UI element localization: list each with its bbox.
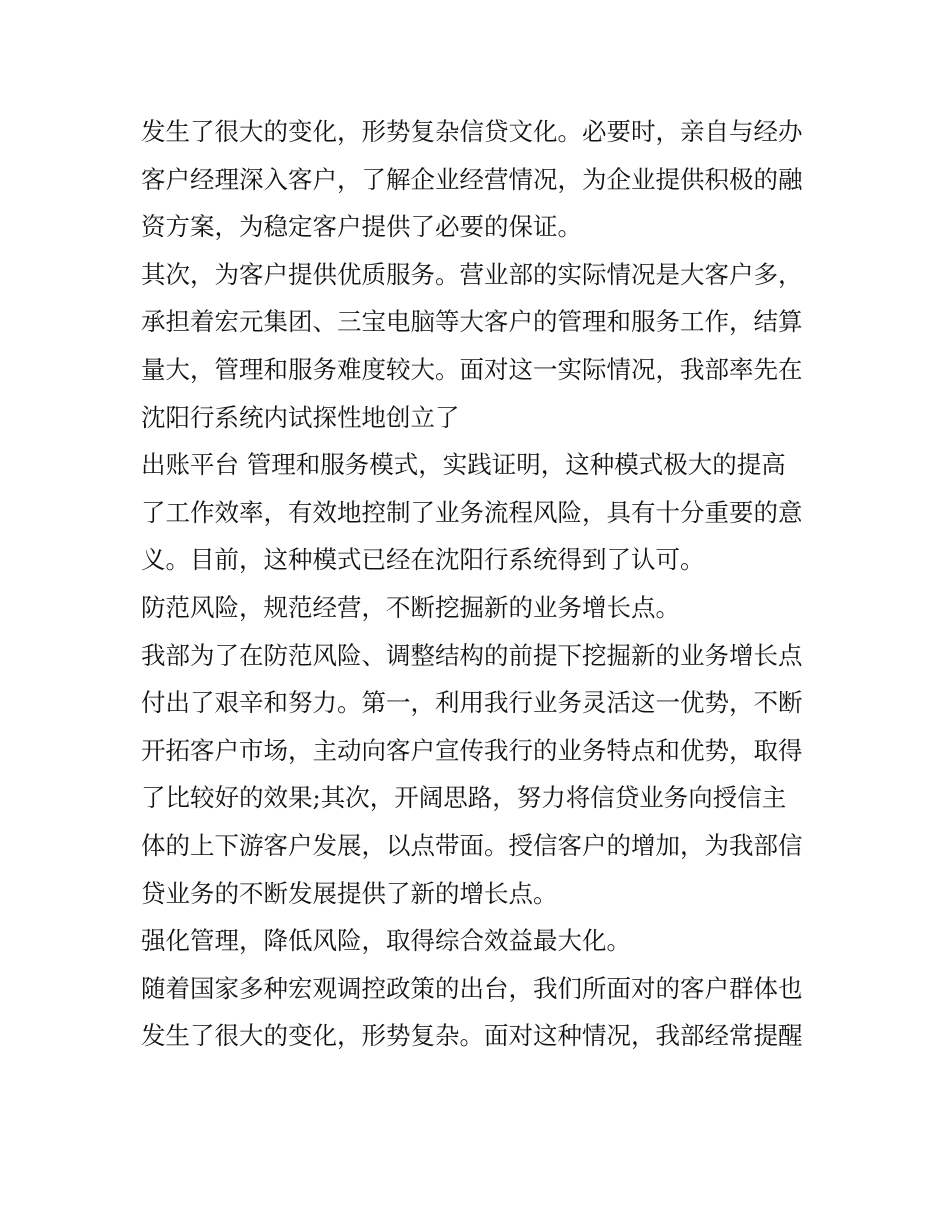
text-line: 付出了艰辛和努力。第一，利用我行业务灵活这一优势，不断 [141, 688, 803, 718]
text-line: 贷业务的不断发展提供了新的增长点。 [141, 878, 558, 908]
text-line: 了比较好的效果;其次，开阔思路，努力将信贷业务向授信主 [141, 783, 787, 813]
text-line: 义。目前，这种模式已经在沈阳行系统得到了认可。 [141, 545, 705, 575]
text-line: 我部为了在防范风险、调整结构的前提下挖掘新的业务增长点 [141, 640, 803, 670]
text-line: 发生了很大的变化，形势复杂信贷文化。必要时，亲自与经办 [141, 117, 803, 146]
text-line: 防范风险，规范经营，不断挖掘新的业务增长点。 [141, 592, 680, 622]
text-line: 随着国家多种宏观调控政策的出台，我们所面对的客户群体也 [141, 973, 803, 1003]
text-line: 承担着宏元集团、三宝电脑等大客户的管理和服务工作，结算 [141, 307, 803, 337]
document-body [141, 108, 821, 1060]
text-line: 发生了很大的变化，形势复杂。面对这种情况，我部经常提醒 [141, 1021, 803, 1051]
text-line: 开拓客户市场，主动向客户宣传我行的业务特点和优势，取得 [141, 735, 803, 765]
text-line: 其次，为客户提供优质服务。营业部的实际情况是大客户多， [141, 259, 803, 289]
text-line: 了工作效率，有效地控制了业务流程风险，具有十分重要的意 [141, 497, 803, 527]
text-line: 体的上下游客户发展，以点带面。授信客户的增加，为我部信 [141, 830, 803, 860]
text-line: 资方案，为稳定客户提供了必要的保证。 [141, 212, 582, 242]
text-line: 强化管理，降低风险，取得综合效益最大化。 [141, 926, 631, 956]
text-line: 出账平台 管理和服务模式，实践证明，这种模式极大的提高 [141, 450, 786, 480]
text-line: 客户经理深入客户，了解企业经营情况，为企业提供积极的融 [141, 164, 803, 194]
text-line: 沈阳行系统内试探性地创立了 [141, 402, 460, 432]
text-line: 量大，管理和服务难度较大。面对这一实际情况，我部率先在 [141, 354, 803, 384]
